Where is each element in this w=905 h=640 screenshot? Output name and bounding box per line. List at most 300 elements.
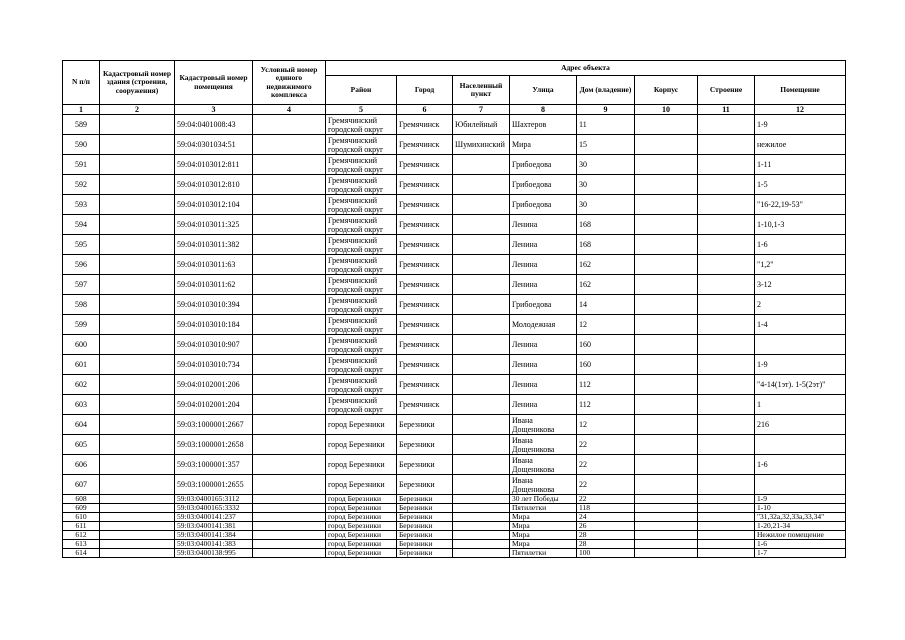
table-row bbox=[63, 435, 846, 455]
room-cell: 1-4 bbox=[755, 315, 846, 335]
stroenie-cell bbox=[698, 504, 755, 513]
house-cell: 118 bbox=[577, 504, 635, 513]
stroenie-cell bbox=[698, 435, 755, 455]
column-number-cell: 8 bbox=[510, 105, 577, 115]
stroenie-cell bbox=[698, 415, 755, 435]
header-house: Дом (владение) bbox=[577, 76, 635, 105]
korpus-cell bbox=[635, 235, 698, 255]
room-cell: 1-9 bbox=[755, 495, 846, 504]
building-cadastral-cell bbox=[100, 395, 175, 415]
street-cell: Мира bbox=[510, 513, 577, 522]
house-cell: 30 bbox=[577, 175, 635, 195]
room-cadastral-cell: 59:04:0103011:63 bbox=[175, 255, 253, 275]
table-row bbox=[63, 315, 846, 335]
city-cell: Гремячинск bbox=[397, 255, 453, 275]
column-number-cell: 11 bbox=[698, 105, 755, 115]
complex-number-cell bbox=[253, 495, 326, 504]
complex-number-cell bbox=[253, 155, 326, 175]
house-cell: 160 bbox=[577, 355, 635, 375]
settlement-cell bbox=[453, 513, 510, 522]
building-cadastral-cell bbox=[100, 475, 175, 495]
house-cell: 168 bbox=[577, 235, 635, 255]
street-cell: Молодежная bbox=[510, 315, 577, 335]
room-cadastral-cell: 59:04:0103010:907 bbox=[175, 335, 253, 355]
row-number: 589 bbox=[63, 115, 100, 135]
room-cadastral-cell: 59:03:0400141:383 bbox=[175, 540, 253, 549]
column-number-cell: 2 bbox=[100, 105, 175, 115]
row-number: 602 bbox=[63, 375, 100, 395]
settlement-cell bbox=[453, 295, 510, 315]
room-cadastral-cell: 59:04:0103011:62 bbox=[175, 275, 253, 295]
stroenie-cell bbox=[698, 513, 755, 522]
house-cell: 22 bbox=[577, 475, 635, 495]
house-cell: 22 bbox=[577, 455, 635, 475]
house-cell: 28 bbox=[577, 540, 635, 549]
room-cell: нежилое bbox=[755, 135, 846, 155]
table-row bbox=[63, 531, 846, 540]
room-cell: 1-20,21-34 bbox=[755, 522, 846, 531]
korpus-cell bbox=[635, 395, 698, 415]
korpus-cell bbox=[635, 295, 698, 315]
street-cell: Грибоедова bbox=[510, 155, 577, 175]
house-cell: 30 bbox=[577, 155, 635, 175]
row-number: 611 bbox=[63, 522, 100, 531]
district-cell: город Березники bbox=[326, 540, 397, 549]
stroenie-cell bbox=[698, 175, 755, 195]
room-cell: 1-5 bbox=[755, 175, 846, 195]
district-cell: город Березники bbox=[326, 475, 397, 495]
room-cadastral-cell: 59:03:0400141:237 bbox=[175, 513, 253, 522]
street-cell: Ивана Дощеникова bbox=[510, 455, 577, 475]
room-cadastral-cell: 59:03:0400165:3112 bbox=[175, 495, 253, 504]
room-cell: 216 bbox=[755, 415, 846, 435]
room-cadastral-cell: 59:03:0400141:384 bbox=[175, 531, 253, 540]
settlement-cell bbox=[453, 475, 510, 495]
room-cell: "4-14(1эт). 1-5(2эт)" bbox=[755, 375, 846, 395]
house-cell: 100 bbox=[577, 549, 635, 558]
district-cell: город Березники bbox=[326, 415, 397, 435]
house-cell: 160 bbox=[577, 335, 635, 355]
room-cadastral-cell: 59:04:0301034:51 bbox=[175, 135, 253, 155]
district-cell: город Березники bbox=[326, 531, 397, 540]
table-row bbox=[63, 455, 846, 475]
column-number-cell: 5 bbox=[326, 105, 397, 115]
room-cadastral-cell: 59:04:0103012:811 bbox=[175, 155, 253, 175]
row-number: 604 bbox=[63, 415, 100, 435]
stroenie-cell bbox=[698, 115, 755, 135]
city-cell: Березники bbox=[397, 540, 453, 549]
table-row bbox=[63, 295, 846, 315]
city-cell: Березники bbox=[397, 522, 453, 531]
street-cell: 30 лет Победы bbox=[510, 495, 577, 504]
house-cell: 22 bbox=[577, 435, 635, 455]
district-cell: Гремячинский городской округ bbox=[326, 195, 397, 215]
city-cell: Гремячинск bbox=[397, 395, 453, 415]
district-cell: Гремячинский городской округ bbox=[326, 375, 397, 395]
city-cell: Березники bbox=[397, 495, 453, 504]
room-cadastral-cell: 59:04:0102001:206 bbox=[175, 375, 253, 395]
room-cell bbox=[755, 435, 846, 455]
table-row bbox=[63, 115, 846, 135]
district-cell: город Березники bbox=[326, 495, 397, 504]
table-row bbox=[63, 475, 846, 495]
table-row bbox=[63, 175, 846, 195]
stroenie-cell bbox=[698, 255, 755, 275]
header-address: Адрес объекта bbox=[326, 61, 846, 76]
complex-number-cell bbox=[253, 531, 326, 540]
building-cadastral-cell bbox=[100, 315, 175, 335]
row-number: 612 bbox=[63, 531, 100, 540]
district-cell: Гремячинский городской округ bbox=[326, 235, 397, 255]
stroenie-cell bbox=[698, 455, 755, 475]
header-building-cadastral: Кадастровый номер здания (строения, сооружения) bbox=[100, 61, 175, 105]
korpus-cell bbox=[635, 195, 698, 215]
settlement-cell bbox=[453, 175, 510, 195]
complex-number-cell bbox=[253, 522, 326, 531]
settlement-cell bbox=[453, 355, 510, 375]
korpus-cell bbox=[635, 355, 698, 375]
house-cell: 12 bbox=[577, 415, 635, 435]
district-cell: Гремячинский городской округ bbox=[326, 295, 397, 315]
complex-number-cell bbox=[253, 435, 326, 455]
korpus-cell bbox=[635, 455, 698, 475]
complex-number-cell bbox=[253, 455, 326, 475]
korpus-cell bbox=[635, 375, 698, 395]
table-row bbox=[63, 255, 846, 275]
korpus-cell bbox=[635, 135, 698, 155]
room-cell: 2 bbox=[755, 295, 846, 315]
street-cell: Ленина bbox=[510, 255, 577, 275]
house-cell: 14 bbox=[577, 295, 635, 315]
room-cadastral-cell: 59:04:0103010:394 bbox=[175, 295, 253, 315]
street-cell: Ленина bbox=[510, 215, 577, 235]
row-number: 605 bbox=[63, 435, 100, 455]
header-stroenie: Строение bbox=[698, 76, 755, 105]
stroenie-cell bbox=[698, 195, 755, 215]
room-cadastral-cell: 59:04:0103012:810 bbox=[175, 175, 253, 195]
row-number: 601 bbox=[63, 355, 100, 375]
room-cell: 1-9 bbox=[755, 115, 846, 135]
room-cadastral-cell: 59:04:0102001:204 bbox=[175, 395, 253, 415]
korpus-cell bbox=[635, 435, 698, 455]
row-number: 606 bbox=[63, 455, 100, 475]
room-cadastral-cell: 59:03:0400141:381 bbox=[175, 522, 253, 531]
room-cell: 1-10,1-3 bbox=[755, 215, 846, 235]
room-cell: "1,2" bbox=[755, 255, 846, 275]
room-cell: 1-10 bbox=[755, 504, 846, 513]
row-number: 598 bbox=[63, 295, 100, 315]
room-cadastral-cell: 59:04:0103011:325 bbox=[175, 215, 253, 235]
building-cadastral-cell bbox=[100, 195, 175, 215]
row-number: 614 bbox=[63, 549, 100, 558]
room-cell bbox=[755, 335, 846, 355]
korpus-cell bbox=[635, 504, 698, 513]
district-cell: Гремячинский городской округ bbox=[326, 115, 397, 135]
column-number-cell: 6 bbox=[397, 105, 453, 115]
city-cell: Березники bbox=[397, 504, 453, 513]
table-row bbox=[63, 155, 846, 175]
street-cell: Грибоедова bbox=[510, 195, 577, 215]
building-cadastral-cell bbox=[100, 275, 175, 295]
room-cadastral-cell: 59:03:1000001:2667 bbox=[175, 415, 253, 435]
house-cell: 30 bbox=[577, 195, 635, 215]
korpus-cell bbox=[635, 495, 698, 504]
building-cadastral-cell bbox=[100, 504, 175, 513]
stroenie-cell bbox=[698, 531, 755, 540]
header-district: Район bbox=[326, 76, 397, 105]
district-cell: Гремячинский городской округ bbox=[326, 275, 397, 295]
row-number: 603 bbox=[63, 395, 100, 415]
room-cadastral-cell: 59:04:0103010:184 bbox=[175, 315, 253, 335]
complex-number-cell bbox=[253, 549, 326, 558]
city-cell: Гремячинск bbox=[397, 315, 453, 335]
column-number-cell: 3 bbox=[175, 105, 253, 115]
korpus-cell bbox=[635, 475, 698, 495]
building-cadastral-cell bbox=[100, 415, 175, 435]
stroenie-cell bbox=[698, 495, 755, 504]
room-cadastral-cell: 59:04:0103010:734 bbox=[175, 355, 253, 375]
stroenie-cell bbox=[698, 275, 755, 295]
korpus-cell bbox=[635, 315, 698, 335]
table-row bbox=[63, 355, 846, 375]
settlement-cell bbox=[453, 315, 510, 335]
complex-number-cell bbox=[253, 295, 326, 315]
building-cadastral-cell bbox=[100, 513, 175, 522]
settlement-cell bbox=[453, 195, 510, 215]
stroenie-cell bbox=[698, 549, 755, 558]
stroenie-cell bbox=[698, 355, 755, 375]
table-row bbox=[63, 335, 846, 355]
header-room-cadastral: Кадастровый номер помещения bbox=[175, 61, 253, 105]
building-cadastral-cell bbox=[100, 175, 175, 195]
room-cell: 1-11 bbox=[755, 155, 846, 175]
korpus-cell bbox=[635, 415, 698, 435]
table-row bbox=[63, 215, 846, 235]
building-cadastral-cell bbox=[100, 355, 175, 375]
house-cell: 162 bbox=[577, 275, 635, 295]
complex-number-cell bbox=[253, 504, 326, 513]
building-cadastral-cell bbox=[100, 522, 175, 531]
street-cell: Ленина bbox=[510, 275, 577, 295]
district-cell: Гремячинский городской округ bbox=[326, 215, 397, 235]
building-cadastral-cell bbox=[100, 455, 175, 475]
building-cadastral-cell bbox=[100, 335, 175, 355]
district-cell: Гремячинский городской округ bbox=[326, 335, 397, 355]
street-cell: Пятилетки bbox=[510, 549, 577, 558]
street-cell: Ленина bbox=[510, 375, 577, 395]
city-cell: Гремячинск bbox=[397, 215, 453, 235]
stroenie-cell bbox=[698, 522, 755, 531]
street-cell: Ленина bbox=[510, 395, 577, 415]
house-cell: 112 bbox=[577, 375, 635, 395]
korpus-cell bbox=[635, 513, 698, 522]
city-cell: Гремячинск bbox=[397, 235, 453, 255]
table-row bbox=[63, 495, 846, 504]
street-cell: Мира bbox=[510, 540, 577, 549]
row-number: 592 bbox=[63, 175, 100, 195]
column-number-cell: 4 bbox=[253, 105, 326, 115]
complex-number-cell bbox=[253, 513, 326, 522]
table-row bbox=[63, 195, 846, 215]
street-cell: Пятилетки bbox=[510, 504, 577, 513]
room-cadastral-cell: 59:04:0401008:43 bbox=[175, 115, 253, 135]
room-cell: 1-6 bbox=[755, 540, 846, 549]
complex-number-cell bbox=[253, 335, 326, 355]
building-cadastral-cell bbox=[100, 495, 175, 504]
table-row bbox=[63, 522, 846, 531]
street-cell: Ленина bbox=[510, 235, 577, 255]
street-cell: Мира bbox=[510, 522, 577, 531]
street-cell: Мира bbox=[510, 135, 577, 155]
row-number: 590 bbox=[63, 135, 100, 155]
settlement-cell bbox=[453, 495, 510, 504]
settlement-cell: Юбилейный bbox=[453, 115, 510, 135]
city-cell: Березники bbox=[397, 455, 453, 475]
column-number-cell: 10 bbox=[635, 105, 698, 115]
city-cell: Березники bbox=[397, 531, 453, 540]
settlement-cell bbox=[453, 549, 510, 558]
korpus-cell bbox=[635, 531, 698, 540]
korpus-cell bbox=[635, 215, 698, 235]
table-row bbox=[63, 504, 846, 513]
building-cadastral-cell bbox=[100, 155, 175, 175]
room-cadastral-cell: 59:03:1000001:2655 bbox=[175, 475, 253, 495]
settlement-cell bbox=[453, 504, 510, 513]
room-cadastral-cell: 59:03:1000001:357 bbox=[175, 455, 253, 475]
stroenie-cell bbox=[698, 235, 755, 255]
header-korpus: Корпус bbox=[635, 76, 698, 105]
building-cadastral-cell bbox=[100, 540, 175, 549]
district-cell: Гремячинский городской округ bbox=[326, 255, 397, 275]
house-cell: 168 bbox=[577, 215, 635, 235]
korpus-cell bbox=[635, 155, 698, 175]
district-cell: город Березники bbox=[326, 522, 397, 531]
header-settlement: Населенный пункт bbox=[453, 76, 510, 105]
korpus-cell bbox=[635, 335, 698, 355]
settlement-cell bbox=[453, 235, 510, 255]
stroenie-cell bbox=[698, 215, 755, 235]
stroenie-cell bbox=[698, 135, 755, 155]
column-numbers-row bbox=[63, 105, 846, 115]
row-number: 607 bbox=[63, 475, 100, 495]
district-cell: город Березники bbox=[326, 513, 397, 522]
complex-number-cell bbox=[253, 175, 326, 195]
settlement-cell bbox=[453, 155, 510, 175]
city-cell: Березники bbox=[397, 549, 453, 558]
city-cell: Березники bbox=[397, 415, 453, 435]
header-street: Улица bbox=[510, 76, 577, 105]
house-cell: 24 bbox=[577, 513, 635, 522]
street-cell: Шахтеров bbox=[510, 115, 577, 135]
complex-number-cell bbox=[253, 475, 326, 495]
table-row bbox=[63, 415, 846, 435]
korpus-cell bbox=[635, 549, 698, 558]
stroenie-cell bbox=[698, 315, 755, 335]
column-number-cell: 9 bbox=[577, 105, 635, 115]
district-cell: Гремячинский городской округ bbox=[326, 395, 397, 415]
room-cadastral-cell: 59:03:0400138:995 bbox=[175, 549, 253, 558]
city-cell: Гремячинск bbox=[397, 115, 453, 135]
table-body bbox=[63, 115, 846, 558]
city-cell: Гремячинск bbox=[397, 175, 453, 195]
district-cell: Гремячинский городской округ bbox=[326, 155, 397, 175]
street-cell: Ивана Дощеникова bbox=[510, 435, 577, 455]
complex-number-cell bbox=[253, 355, 326, 375]
house-cell: 15 bbox=[577, 135, 635, 155]
complex-number-cell bbox=[253, 540, 326, 549]
row-number: 596 bbox=[63, 255, 100, 275]
row-number: 610 bbox=[63, 513, 100, 522]
table-row bbox=[63, 513, 846, 522]
row-number: 609 bbox=[63, 504, 100, 513]
stroenie-cell bbox=[698, 155, 755, 175]
complex-number-cell bbox=[253, 195, 326, 215]
row-number: 593 bbox=[63, 195, 100, 215]
city-cell: Гремячинск bbox=[397, 375, 453, 395]
room-cell: "31,32a,32,33a,33,34" bbox=[755, 513, 846, 522]
header-complex-number: Условный номер единого недвижимого комплекса bbox=[253, 61, 326, 105]
stroenie-cell bbox=[698, 395, 755, 415]
row-number: 591 bbox=[63, 155, 100, 175]
table-row bbox=[63, 395, 846, 415]
room-cell: 1-6 bbox=[755, 455, 846, 475]
settlement-cell bbox=[453, 395, 510, 415]
city-cell: Березники bbox=[397, 513, 453, 522]
column-number-cell: 12 bbox=[755, 105, 846, 115]
settlement-cell bbox=[453, 375, 510, 395]
table-row bbox=[63, 375, 846, 395]
korpus-cell bbox=[635, 255, 698, 275]
complex-number-cell bbox=[253, 315, 326, 335]
city-cell: Гремячинск bbox=[397, 155, 453, 175]
district-cell: Гремячинский городской округ bbox=[326, 135, 397, 155]
building-cadastral-cell bbox=[100, 135, 175, 155]
complex-number-cell bbox=[253, 115, 326, 135]
district-cell: город Березники bbox=[326, 455, 397, 475]
stroenie-cell bbox=[698, 540, 755, 549]
room-cell: 1 bbox=[755, 395, 846, 415]
stroenie-cell bbox=[698, 475, 755, 495]
room-cadastral-cell: 59:04:0103012:104 bbox=[175, 195, 253, 215]
header-room: Помещение bbox=[755, 76, 846, 105]
city-cell: Березники bbox=[397, 475, 453, 495]
settlement-cell bbox=[453, 415, 510, 435]
room-cell: 1-7 bbox=[755, 549, 846, 558]
stroenie-cell bbox=[698, 295, 755, 315]
row-number: 600 bbox=[63, 335, 100, 355]
settlement-cell bbox=[453, 522, 510, 531]
building-cadastral-cell bbox=[100, 295, 175, 315]
street-cell: Ленина bbox=[510, 335, 577, 355]
row-number: 599 bbox=[63, 315, 100, 335]
settlement-cell bbox=[453, 455, 510, 475]
room-cell bbox=[755, 475, 846, 495]
house-cell: 162 bbox=[577, 255, 635, 275]
house-cell: 22 bbox=[577, 495, 635, 504]
house-cell: 11 bbox=[577, 115, 635, 135]
street-cell: Мира bbox=[510, 531, 577, 540]
settlement-cell bbox=[453, 275, 510, 295]
row-number: 613 bbox=[63, 540, 100, 549]
city-cell: Гремячинск bbox=[397, 355, 453, 375]
street-cell: Ленина bbox=[510, 355, 577, 375]
room-cadastral-cell: 59:04:0103011:382 bbox=[175, 235, 253, 255]
complex-number-cell bbox=[253, 375, 326, 395]
district-cell: Гремячинский городской округ bbox=[326, 315, 397, 335]
settlement-cell: Шумихинский bbox=[453, 135, 510, 155]
building-cadastral-cell bbox=[100, 235, 175, 255]
room-cell: "16-22,19-53" bbox=[755, 195, 846, 215]
